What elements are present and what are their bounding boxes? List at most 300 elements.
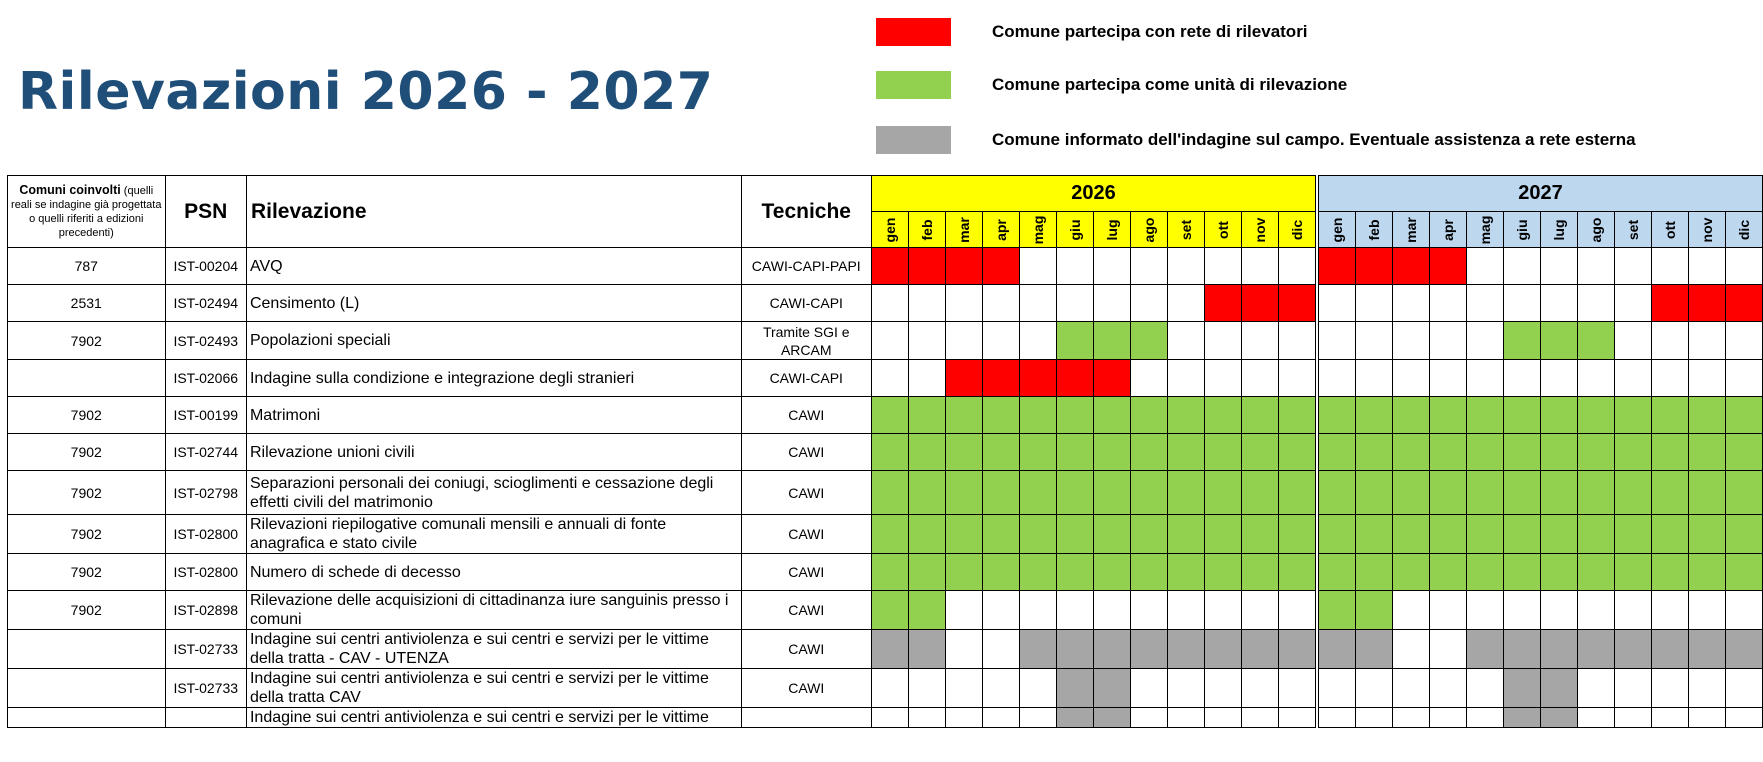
month-header-2027-set	[1614, 212, 1651, 248]
schedule-cell-2026-nov	[1241, 434, 1278, 471]
schedule-cell-2026-dic	[1278, 471, 1317, 515]
schedule-cell-2026-lug	[1093, 434, 1130, 471]
table-row	[8, 669, 1763, 708]
month-label: dic	[1288, 219, 1305, 240]
schedule-cell-2027-apr	[1429, 669, 1466, 708]
schedule-cell-2026-dic	[1278, 285, 1317, 322]
month-label: giu	[1513, 219, 1530, 240]
schedule-cell-2026-nov	[1241, 591, 1278, 630]
schedule-cell-2027-nov	[1688, 554, 1725, 591]
header-comuni-bold: Comuni coinvolti	[19, 183, 121, 197]
schedule-cell-2026-ott	[1204, 322, 1241, 360]
schedule-cell-2027-apr	[1429, 515, 1466, 554]
month-label: gen	[1328, 217, 1345, 242]
schedule-cell-2027-ott	[1651, 708, 1688, 728]
schedule-cell-2026-set	[1167, 669, 1204, 708]
schedule-cell-2027-ago	[1577, 248, 1614, 285]
schedule-cell-2026-giu	[1056, 630, 1093, 669]
schedule-cell-2026-gen	[871, 669, 908, 708]
schedule-cell-2026-gen	[871, 285, 908, 322]
schedule-cell-2026-dic	[1278, 708, 1317, 728]
schedule-cell-2027-mag	[1466, 515, 1503, 554]
schedule-cell-2026-feb	[908, 591, 945, 630]
schedule-cell-2026-gen	[871, 397, 908, 434]
tecniche-cell: CAWI	[741, 515, 871, 554]
schedule-cell-2026-apr	[982, 471, 1019, 515]
schedule-cell-2027-dic	[1725, 471, 1762, 515]
schedule-cell-2026-nov	[1241, 360, 1278, 397]
tecniche-cell: CAWI	[741, 471, 871, 515]
month-header-2027-nov	[1688, 212, 1725, 248]
psn-cell: IST-02733	[165, 630, 246, 669]
tecniche-cell: Tramite SGI e ARCAM	[741, 322, 871, 360]
schedule-cell-2027-nov	[1688, 434, 1725, 471]
schedule-cell-2026-mar	[945, 708, 982, 728]
schedule-cell-2027-nov	[1688, 248, 1725, 285]
schedule-cell-2027-gen	[1317, 515, 1356, 554]
schedule-cell-2026-dic	[1278, 554, 1317, 591]
schedule-cell-2027-lug	[1540, 360, 1577, 397]
schedule-cell-2027-nov	[1688, 322, 1725, 360]
schedule-cell-2026-giu	[1056, 285, 1093, 322]
month-label: mag	[1476, 215, 1493, 244]
schedule-cell-2026-gen	[871, 591, 908, 630]
schedule-cell-2027-giu	[1503, 669, 1540, 708]
schedule-cell-2027-set	[1614, 471, 1651, 515]
schedule-cell-2026-mar	[945, 471, 982, 515]
schedule-cell-2027-lug	[1540, 591, 1577, 630]
schedule-cell-2027-gen	[1317, 591, 1356, 630]
schedule-cell-2026-dic	[1278, 669, 1317, 708]
schedule-cell-2026-lug	[1093, 591, 1130, 630]
schedule-cell-2026-giu	[1056, 397, 1093, 434]
schedule-cell-2027-ago	[1577, 397, 1614, 434]
schedule-cell-2026-giu	[1056, 708, 1093, 728]
month-header-2026-ott	[1204, 212, 1241, 248]
schedule-cell-2026-apr	[982, 669, 1019, 708]
schedule-cell-2027-giu	[1503, 515, 1540, 554]
schedule-cell-2027-lug	[1540, 554, 1577, 591]
schedule-cell-2026-ago	[1130, 434, 1167, 471]
schedule-cell-2027-gen	[1317, 708, 1356, 728]
schedule-cell-2026-ott	[1204, 248, 1241, 285]
schedule-cell-2026-apr	[982, 708, 1019, 728]
month-header-2026-apr	[982, 212, 1019, 248]
month-label: set	[1177, 219, 1194, 240]
schedule-cell-2026-gen	[871, 515, 908, 554]
schedule-cell-2026-giu	[1056, 248, 1093, 285]
schedule-cell-2026-giu	[1056, 669, 1093, 708]
schedule-cell-2027-ago	[1577, 285, 1614, 322]
month-label: dic	[1735, 219, 1752, 240]
comuni-cell	[8, 669, 166, 708]
schedule-cell-2027-ott	[1651, 248, 1688, 285]
schedule-cell-2026-ago	[1130, 322, 1167, 360]
schedule-cell-2027-mar	[1392, 471, 1429, 515]
schedule-cell-2027-apr	[1429, 285, 1466, 322]
schedule-cell-2027-apr	[1429, 630, 1466, 669]
schedule-cell-2026-nov	[1241, 322, 1278, 360]
legend-label-gray: Comune informato dell'indagine sul campo. Eventuale assistenza a rete esterna	[992, 130, 1636, 149]
schedule-cell-2027-set	[1614, 397, 1651, 434]
month-label: set	[1624, 219, 1641, 240]
comuni-cell	[8, 630, 166, 669]
schedule-cell-2026-mar	[945, 554, 982, 591]
schedule-cell-2026-feb	[908, 669, 945, 708]
schedule-cell-2026-dic	[1278, 591, 1317, 630]
schedule-cell-2026-feb	[908, 248, 945, 285]
schedule-cell-2027-mag	[1466, 471, 1503, 515]
schedule-cell-2027-mag	[1466, 554, 1503, 591]
schedule-cell-2026-feb	[908, 554, 945, 591]
month-header-2026-lug	[1093, 212, 1130, 248]
psn-cell	[165, 708, 246, 728]
month-header-2026-mag	[1019, 212, 1056, 248]
table-row	[8, 471, 1763, 515]
schedule-cell-2026-lug	[1093, 360, 1130, 397]
comuni-cell: 2531	[8, 285, 166, 322]
schedule-cell-2027-feb	[1355, 434, 1392, 471]
month-header-2027-feb	[1355, 212, 1392, 248]
schedule-cell-2026-nov	[1241, 630, 1278, 669]
month-header-2027-giu	[1503, 212, 1540, 248]
schedule-cell-2027-ott	[1651, 515, 1688, 554]
schedule-cell-2027-dic	[1725, 554, 1762, 591]
schedule-cell-2027-gen	[1317, 630, 1356, 669]
schedule-cell-2027-set	[1614, 591, 1651, 630]
schedule-cell-2026-ago	[1130, 397, 1167, 434]
schedule-cell-2027-feb	[1355, 322, 1392, 360]
schedule-cell-2027-lug	[1540, 669, 1577, 708]
schedule-cell-2027-mar	[1392, 360, 1429, 397]
schedule-cell-2027-ott	[1651, 554, 1688, 591]
psn-cell: IST-02066	[165, 360, 246, 397]
schedule-cell-2027-lug	[1540, 285, 1577, 322]
tecniche-cell: CAWI	[741, 397, 871, 434]
schedule-cell-2027-ott	[1651, 360, 1688, 397]
month-header-2026-gen	[871, 212, 908, 248]
month-label: giu	[1066, 219, 1083, 240]
month-label: ago	[1587, 217, 1604, 242]
schedule-cell-2027-feb	[1355, 630, 1392, 669]
schedule-cell-2026-ago	[1130, 360, 1167, 397]
legend-label-green: Comune partecipa come unità di rilevazione	[992, 75, 1348, 94]
schedule-cell-2027-feb	[1355, 591, 1392, 630]
schedule-cell-2027-mar	[1392, 285, 1429, 322]
schedule-cell-2027-nov	[1688, 285, 1725, 322]
schedule-cell-2027-nov	[1688, 708, 1725, 728]
schedule-cell-2026-giu	[1056, 554, 1093, 591]
schedule-cell-2026-set	[1167, 397, 1204, 434]
schedule-cell-2026-dic	[1278, 360, 1317, 397]
schedule-cell-2027-mar	[1392, 397, 1429, 434]
schedule-cell-2027-apr	[1429, 591, 1466, 630]
schedule-cell-2026-feb	[908, 397, 945, 434]
psn-cell: IST-02733	[165, 669, 246, 708]
schedule-cell-2026-ott	[1204, 397, 1241, 434]
schedule-cell-2027-dic	[1725, 515, 1762, 554]
schedule-cell-2026-mag	[1019, 591, 1056, 630]
month-header-2026-set	[1167, 212, 1204, 248]
comuni-cell	[8, 708, 166, 728]
schedule-cell-2026-feb	[908, 630, 945, 669]
schedule-cell-2026-mag	[1019, 360, 1056, 397]
schedule-cell-2026-apr	[982, 630, 1019, 669]
schedule-cell-2026-ago	[1130, 591, 1167, 630]
schedule-cell-2026-giu	[1056, 591, 1093, 630]
rilevazione-cell: Numero di schede di decesso	[246, 554, 741, 591]
schedule-cell-2027-ago	[1577, 630, 1614, 669]
schedule-cell-2026-apr	[982, 515, 1019, 554]
month-label: ott	[1661, 220, 1678, 239]
schedule-cell-2027-giu	[1503, 397, 1540, 434]
schedule-cell-2026-lug	[1093, 285, 1130, 322]
schedule-cell-2026-apr	[982, 360, 1019, 397]
schedule-cell-2027-set	[1614, 434, 1651, 471]
tecniche-cell: CAWI-CAPI-PAPI	[741, 248, 871, 285]
schedule-cell-2027-lug	[1540, 471, 1577, 515]
tecniche-cell: CAWI-CAPI	[741, 360, 871, 397]
table-row	[8, 285, 1763, 322]
schedule-cell-2027-mar	[1392, 630, 1429, 669]
schedule-cell-2026-ott	[1204, 591, 1241, 630]
month-label: lug	[1550, 219, 1567, 240]
tecniche-cell: CAWI	[741, 591, 871, 630]
schedule-cell-2026-lug	[1093, 248, 1130, 285]
schedule-cell-2027-feb	[1355, 471, 1392, 515]
schedule-cell-2027-mag	[1466, 434, 1503, 471]
schedule-cell-2027-ago	[1577, 434, 1614, 471]
schedule-cell-2026-apr	[982, 554, 1019, 591]
month-label: ott	[1214, 220, 1231, 239]
comuni-cell: 787	[8, 248, 166, 285]
schedule-cell-2026-dic	[1278, 515, 1317, 554]
schedule-cell-2026-mar	[945, 397, 982, 434]
schedule-cell-2026-lug	[1093, 708, 1130, 728]
schedule-cell-2027-mar	[1392, 708, 1429, 728]
comuni-cell: 7902	[8, 591, 166, 630]
schedule-cell-2026-ott	[1204, 515, 1241, 554]
schedule-cell-2027-ago	[1577, 591, 1614, 630]
schedule-cell-2026-mar	[945, 434, 982, 471]
schedule-cell-2026-ott	[1204, 669, 1241, 708]
legend-item-green	[876, 71, 1347, 99]
rilevazione-cell: Popolazioni speciali	[246, 322, 741, 360]
schedule-cell-2026-dic	[1278, 434, 1317, 471]
psn-cell: IST-02898	[165, 591, 246, 630]
schedule-cell-2027-giu	[1503, 248, 1540, 285]
schedule-cell-2026-mar	[945, 360, 982, 397]
rilevazione-cell: Matrimoni	[246, 397, 741, 434]
schedule-cell-2027-apr	[1429, 322, 1466, 360]
schedule-cell-2026-mag	[1019, 471, 1056, 515]
schedule-cell-2026-giu	[1056, 515, 1093, 554]
schedule-cell-2026-nov	[1241, 554, 1278, 591]
schedule-cell-2027-ott	[1651, 471, 1688, 515]
legend-item-red	[876, 18, 1308, 46]
month-header-2027-mar	[1392, 212, 1429, 248]
schedule-cell-2026-mag	[1019, 285, 1056, 322]
header-rilevazione: Rilevazione	[246, 176, 741, 248]
schedule-cell-2026-gen	[871, 708, 908, 728]
schedule-cell-2027-set	[1614, 708, 1651, 728]
month-header-2027-apr	[1429, 212, 1466, 248]
schedule-cell-2027-feb	[1355, 708, 1392, 728]
schedule-cell-2027-ago	[1577, 708, 1614, 728]
schedule-cell-2026-lug	[1093, 630, 1130, 669]
schedule-cell-2027-lug	[1540, 248, 1577, 285]
schedule-cell-2027-set	[1614, 554, 1651, 591]
schedule-cell-2026-nov	[1241, 248, 1278, 285]
schedule-cell-2026-dic	[1278, 322, 1317, 360]
schedule-cell-2027-dic	[1725, 248, 1762, 285]
schedule-cell-2027-feb	[1355, 554, 1392, 591]
table-row	[8, 554, 1763, 591]
schedule-cell-2026-ott	[1204, 360, 1241, 397]
schedule-cell-2026-nov	[1241, 285, 1278, 322]
schedule-cell-2026-ott	[1204, 630, 1241, 669]
schedule-cell-2026-ott	[1204, 434, 1241, 471]
schedule-cell-2027-gen	[1317, 434, 1356, 471]
table-row	[8, 591, 1763, 630]
schedule-cell-2026-ott	[1204, 554, 1241, 591]
schedule-cell-2026-set	[1167, 248, 1204, 285]
header-tecniche: Tecniche	[741, 176, 871, 248]
schedule-cell-2026-nov	[1241, 708, 1278, 728]
schedule-cell-2027-feb	[1355, 285, 1392, 322]
month-header-2027-ott	[1651, 212, 1688, 248]
schedule-cell-2027-dic	[1725, 322, 1762, 360]
month-header-2027-ago	[1577, 212, 1614, 248]
schedule-cell-2027-set	[1614, 285, 1651, 322]
schedule-cell-2027-mag	[1466, 285, 1503, 322]
table-row	[8, 248, 1763, 285]
schedule-cell-2027-apr	[1429, 248, 1466, 285]
schedule-cell-2026-feb	[908, 708, 945, 728]
schedule-cell-2027-mag	[1466, 591, 1503, 630]
header-psn: PSN	[165, 176, 246, 248]
month-label: nov	[1251, 217, 1268, 242]
tecniche-cell: CAWI	[741, 630, 871, 669]
schedule-cell-2026-ago	[1130, 471, 1167, 515]
schedule-cell-2026-ago	[1130, 285, 1167, 322]
schedule-cell-2026-set	[1167, 708, 1204, 728]
month-header-2026-feb	[908, 212, 945, 248]
schedule-cell-2026-lug	[1093, 669, 1130, 708]
schedule-cell-2027-giu	[1503, 591, 1540, 630]
schedule-cell-2027-gen	[1317, 360, 1356, 397]
month-label: feb	[918, 219, 935, 240]
table-row	[8, 515, 1763, 554]
schedule-cell-2026-ago	[1130, 630, 1167, 669]
schedule-cell-2027-apr	[1429, 471, 1466, 515]
schedule-cell-2026-mar	[945, 630, 982, 669]
schedule-cell-2027-ott	[1651, 434, 1688, 471]
schedule-cell-2027-feb	[1355, 669, 1392, 708]
schedule-cell-2027-lug	[1540, 434, 1577, 471]
schedule-cell-2027-ago	[1577, 554, 1614, 591]
comuni-cell: 7902	[8, 397, 166, 434]
schedule-body	[8, 248, 1763, 728]
schedule-cell-2026-mag	[1019, 554, 1056, 591]
schedule-cell-2026-ago	[1130, 515, 1167, 554]
schedule-cell-2027-nov	[1688, 471, 1725, 515]
schedule-cell-2026-gen	[871, 471, 908, 515]
month-header-2026-dic	[1278, 212, 1317, 248]
schedule-cell-2026-feb	[908, 515, 945, 554]
schedule-cell-2026-gen	[871, 360, 908, 397]
schedule-cell-2027-lug	[1540, 322, 1577, 360]
header-comuni-note: (quelli reali se indagine già progettata o quelli riferiti a edizioni precedenti)	[11, 185, 162, 239]
schedule-cell-2027-apr	[1429, 554, 1466, 591]
schedule-cell-2027-dic	[1725, 669, 1762, 708]
schedule-cell-2026-mar	[945, 515, 982, 554]
schedule-cell-2027-ago	[1577, 669, 1614, 708]
schedule-cell-2026-dic	[1278, 630, 1317, 669]
legend-item-gray	[876, 126, 1636, 154]
legend-swatch-red	[876, 18, 951, 46]
schedule-cell-2027-apr	[1429, 360, 1466, 397]
schedule-cell-2027-set	[1614, 248, 1651, 285]
schedule-cell-2027-ott	[1651, 285, 1688, 322]
header-row-years	[8, 176, 1763, 212]
schedule-cell-2026-ago	[1130, 708, 1167, 728]
month-label: apr	[992, 218, 1009, 241]
rilevazione-cell: AVQ	[246, 248, 741, 285]
schedule-cell-2027-gen	[1317, 554, 1356, 591]
schedule-cell-2026-lug	[1093, 471, 1130, 515]
month-label: ago	[1140, 217, 1157, 242]
schedule-cell-2026-ago	[1130, 669, 1167, 708]
tecniche-cell: CAWI	[741, 669, 871, 708]
schedule-cell-2026-mar	[945, 322, 982, 360]
schedule-cell-2026-mar	[945, 669, 982, 708]
schedule-cell-2027-set	[1614, 360, 1651, 397]
comuni-cell: 7902	[8, 322, 166, 360]
schedule-cell-2026-mag	[1019, 397, 1056, 434]
month-label: mar	[955, 216, 972, 243]
table-row	[8, 322, 1763, 360]
schedule-cell-2026-set	[1167, 322, 1204, 360]
schedule-cell-2027-apr	[1429, 397, 1466, 434]
schedule-cell-2027-dic	[1725, 434, 1762, 471]
schedule-table	[7, 175, 1763, 728]
month-header-2026-nov	[1241, 212, 1278, 248]
schedule-cell-2026-gen	[871, 322, 908, 360]
table-row	[8, 434, 1763, 471]
month-header-2027-gen	[1317, 212, 1356, 248]
table-row	[8, 360, 1763, 397]
legend-swatch-green	[876, 71, 951, 99]
schedule-cell-2027-dic	[1725, 630, 1762, 669]
schedule-cell-2026-apr	[982, 434, 1019, 471]
schedule-cell-2026-feb	[908, 322, 945, 360]
schedule-cell-2027-apr	[1429, 708, 1466, 728]
schedule-cell-2027-mag	[1466, 397, 1503, 434]
schedule-cell-2027-gen	[1317, 248, 1356, 285]
table-row	[8, 630, 1763, 669]
schedule-cell-2026-nov	[1241, 397, 1278, 434]
schedule-cell-2027-ago	[1577, 515, 1614, 554]
month-header-2027-mag	[1466, 212, 1503, 248]
header-comuni	[8, 176, 166, 248]
psn-cell: IST-02494	[165, 285, 246, 322]
schedule-cell-2026-ago	[1130, 248, 1167, 285]
schedule-cell-2027-ago	[1577, 360, 1614, 397]
comuni-cell: 7902	[8, 515, 166, 554]
schedule-cell-2027-feb	[1355, 360, 1392, 397]
schedule-cell-2026-lug	[1093, 322, 1130, 360]
